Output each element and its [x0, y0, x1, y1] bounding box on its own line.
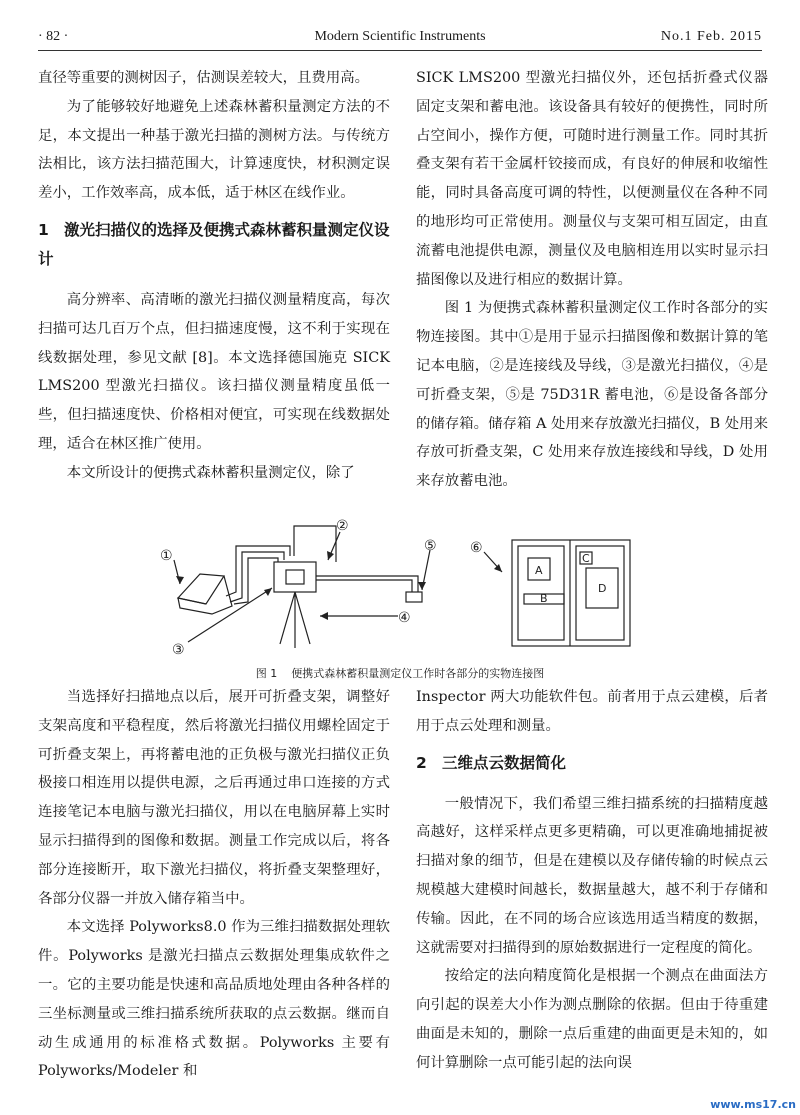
cable-line — [234, 558, 278, 604]
paragraph: 图 1 为便携式森林蓄积量测定仪工作时各部分的实物连接图。其中①是用于显示扫描图像和数据计算的笔记本电脑，②是连接线及导线，③是激光扫描仪，④是可折叠支架，⑤是 75D31R 蓄电池，⑥是设备各部分的储存箱。储存箱 A 处用来存放激光扫描仪，B 处用来存放可折叠支架，C 处用来存放连接线和导线，D 处用来存放蓄电池。 — [416, 300, 768, 490]
laptop-base — [178, 576, 232, 614]
right-column-bottom — [416, 683, 768, 1078]
running-header — [38, 26, 762, 51]
arrow-head — [176, 576, 184, 584]
figure-1-diagram — [140, 512, 660, 662]
left-column-bottom — [38, 683, 390, 1086]
arrow-head — [327, 551, 334, 560]
power-line — [316, 580, 412, 592]
section-heading-1 — [38, 216, 390, 274]
laser-scanner — [274, 562, 316, 592]
caption-label: 图 1 — [255, 667, 278, 680]
section-number: 2 — [416, 753, 427, 772]
watermark: www.ms17.cn — [710, 1098, 796, 1111]
marker-2: ② — [336, 518, 349, 534]
journal-title: Modern Scientific Instruments — [314, 29, 486, 44]
marker-1: ① — [160, 548, 173, 564]
box-label-c: C — [582, 552, 590, 565]
paragraph: 按给定的法向精度简化是根据一个测点在曲面法方向引起的误差大小作为测点删除的依据。但由于待重建曲面是未知的，删除一点后重建的曲面更是未知的，如何计算删除一点可能引起的法向误 — [416, 968, 768, 1071]
section-title: 激光扫描仪的选择及便携式森林蓄积量测定仪设计 — [38, 220, 390, 268]
power-line — [316, 576, 418, 592]
arrow-head — [320, 612, 328, 620]
left-column-top — [38, 64, 390, 488]
battery — [406, 592, 422, 602]
cable-line — [230, 552, 284, 602]
paragraph: 直径等重要的测树因子，估测误差较大，且费用高。 — [38, 70, 369, 86]
marker-3: ③ — [172, 642, 185, 658]
paragraph: 为了能够较好地避免上述森林蓄积量测定方法的不足，本文提出一种基于激光扫描的测树方法。与传统方法相比，该方法扫描范围大，计算速度快，材积测定误差小，工作效率高，成本低，适于林区在线作业。 — [38, 98, 390, 202]
paragraph: 一般情况下，我们希望三维扫描系统的扫描精度越高越好，这样采样点更多更精确，可以更准确地捕捉被扫描对象的细节，但是在建模以及存储传输的时候点云规模越大建模时间越长，数据量越大，越不利于存储和传输。因此，在不同的场合应该选用适当精度的数据，这就需要对扫描得到的原始数据进行一定程度的简化。 — [416, 795, 768, 956]
marker-5: ⑤ — [424, 538, 437, 554]
paragraph: 当选择好扫描地点以后，展开可折叠支架，调整好支架高度和平稳程度，然后将激光扫描仪用螺栓固定于可折叠支架上，再将蓄电池的正负极与激光扫描仪正负极接口相连用以提供电源，之后再通过串口连接的方式连接笔记本电脑与激光扫描仪，用以在电脑屏幕上实时显示扫描得到的图像和数据。测量工作完成以后，将各部分连接断开，取下激光扫描仪，将折叠支架整理好，各部分仪器一并放入储存箱当中。 — [38, 689, 390, 907]
section-heading-2 — [416, 749, 768, 778]
laser-scanner-window — [286, 570, 304, 584]
marker-6: ⑥ — [470, 540, 483, 556]
marker-4: ④ — [398, 610, 411, 626]
paragraph: Inspector 两大功能软件包。前者用于点云建模，后者用于点云处理和测量。 — [416, 689, 768, 734]
cable-line — [226, 546, 290, 596]
paragraph: SICK LMS200 型激光扫描仪外，还包括折叠式仪器固定支架和蓄电池。该设备具有较好的便携性，同时所占空间小，操作方便，可随时进行测量工作。同时其折叠支架有若干金属杆铰接而成，有良好的伸展和收缩性能，同时具备高度可调的特性，以便测量仪在各种不同的地形均可正常使用。测量仪与支架可相互固定，由直流蓄电池提供电源，测量仪及电脑相连用以实时显示扫描图像以及进行相应的数据计算。 — [416, 70, 768, 288]
right-column-top — [416, 64, 768, 496]
caption-text: 便携式森林蓄积量测定仪工作时各部分的实物连接图 — [291, 667, 545, 680]
box-label-b: B — [540, 592, 548, 605]
paragraph: 本文所设计的便携式森林蓄积量测定仪，除了 — [66, 464, 355, 481]
paragraph: 本文选择 Polyworks8.0 作为三维扫描数据处理软件。Polyworks 是激光扫描点云数据处理集成软件之一。它的主要功能是快速和高品质地处理由各种各样的三坐标测量或三维扫描系统所获取的点云数据。继而自动生成通用的标准格式数据。Polyworks 主要有 Polyworks/Modeler 和 — [38, 919, 390, 1080]
box-label-d: D — [598, 582, 607, 595]
figure-caption — [38, 665, 762, 681]
storage-case — [512, 540, 630, 646]
section-number: 1 — [38, 220, 49, 239]
page-number: · 82 · — [38, 29, 69, 44]
paragraph: 高分辨率、高清晰的激光扫描仪测量精度高，每次扫描可达几百万个点，但扫描速度慢，这不利于实现在线数据处理，参见文献 [8]。本文选择德国施克 SICK LMS200 型激光扫描仪。该扫描仪测量精度虽低一些，但扫描速度快、价格相对便宜，可实现在线数据处理，适合在林区推广使用。 — [38, 291, 390, 452]
tripod — [280, 592, 310, 648]
arrow-head — [418, 582, 426, 590]
box-label-a: A — [535, 564, 543, 577]
issue-info: No.1 Feb. 2015 — [660, 29, 762, 44]
section-title: 三维点云数据简化 — [442, 753, 567, 772]
callout-arrow — [188, 588, 272, 642]
